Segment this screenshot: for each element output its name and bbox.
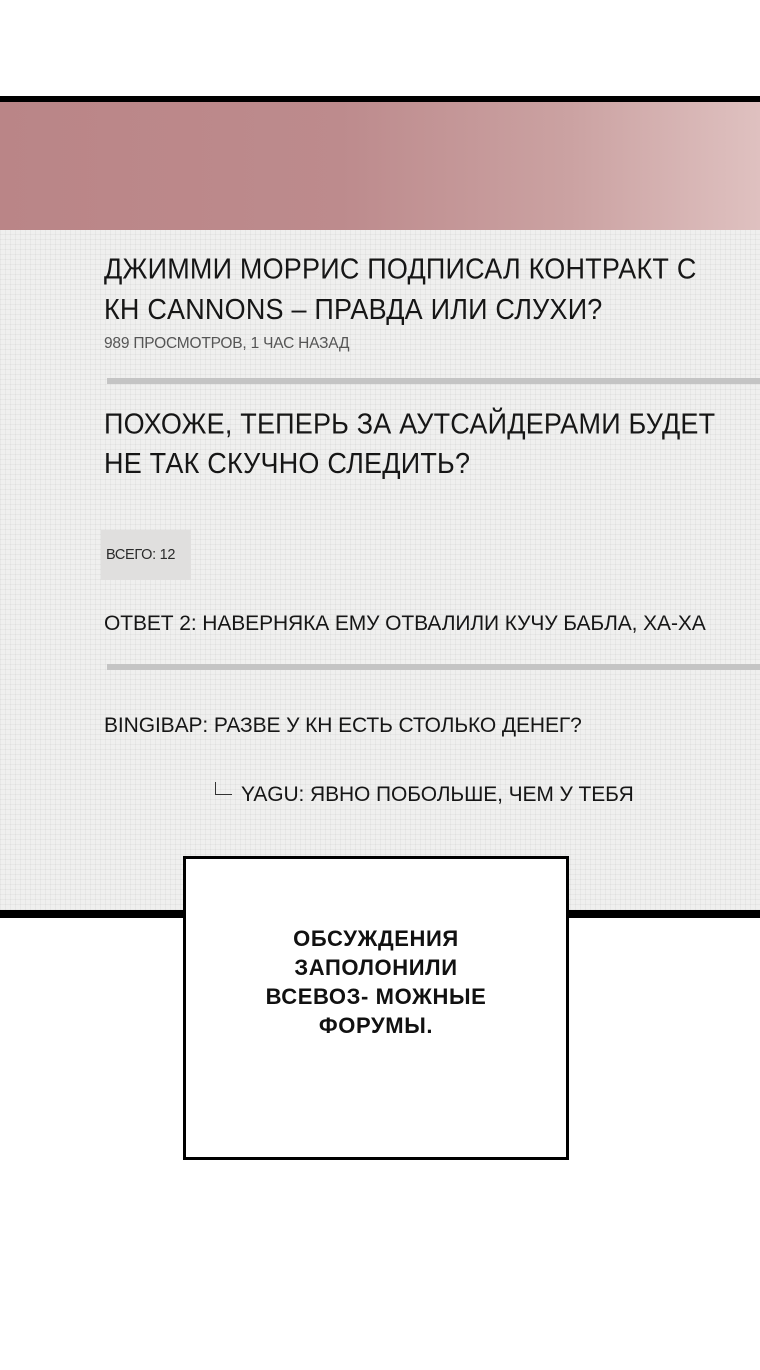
comment-text: ОТВЕТ 2: НАВЕРНЯКА ЕМУ ОТВАЛИЛИ КУЧУ БАБЛА, ХА-ХА	[104, 612, 706, 635]
comment-text: YAGU: ЯВНО ПОБОЛЬШЕ, ЧЕМ У ТЕБЯ	[241, 783, 634, 806]
post-title[interactable]: ДЖИММИ МОРРИС ПОДПИСАЛ КОНТРАКТ С КН CANNONS – ПРАВДА ИЛИ СЛУХИ?	[104, 253, 697, 326]
divider	[107, 378, 760, 384]
narration-caption-box	[183, 856, 569, 1160]
divider	[107, 664, 760, 670]
nested-comment-item[interactable]	[215, 782, 634, 807]
post-body: ПОХОЖЕ, ТЕПЕРЬ ЗА АУТСАЙДЕРАМИ БУДЕТ НЕ ТАК СКУЧНО СЛЕДИТЬ?	[104, 408, 716, 480]
reply-arrow-icon	[215, 782, 232, 795]
narration-caption-text: ОБСУЖДЕНИЯ ЗАПОЛОНИЛИ ВСЕВОЗ- МОЖНЫЕ ФОРУМЫ.	[265, 926, 487, 1038]
comment-item[interactable]	[104, 714, 582, 738]
comment-item[interactable]	[104, 612, 706, 636]
post-meta: 989 ПРОСМОТРОВ, 1 ЧАС НАЗАД	[104, 335, 350, 352]
comment-text: BINGIBAP: РАЗВЕ У КН ЕСТЬ СТОЛЬКО ДЕНЕГ?	[104, 714, 582, 737]
forum-page	[0, 102, 760, 910]
comment-count-badge[interactable]: ВСЕГО: 12	[101, 530, 191, 580]
phone-screen	[0, 96, 760, 918]
header-banner	[0, 102, 760, 230]
